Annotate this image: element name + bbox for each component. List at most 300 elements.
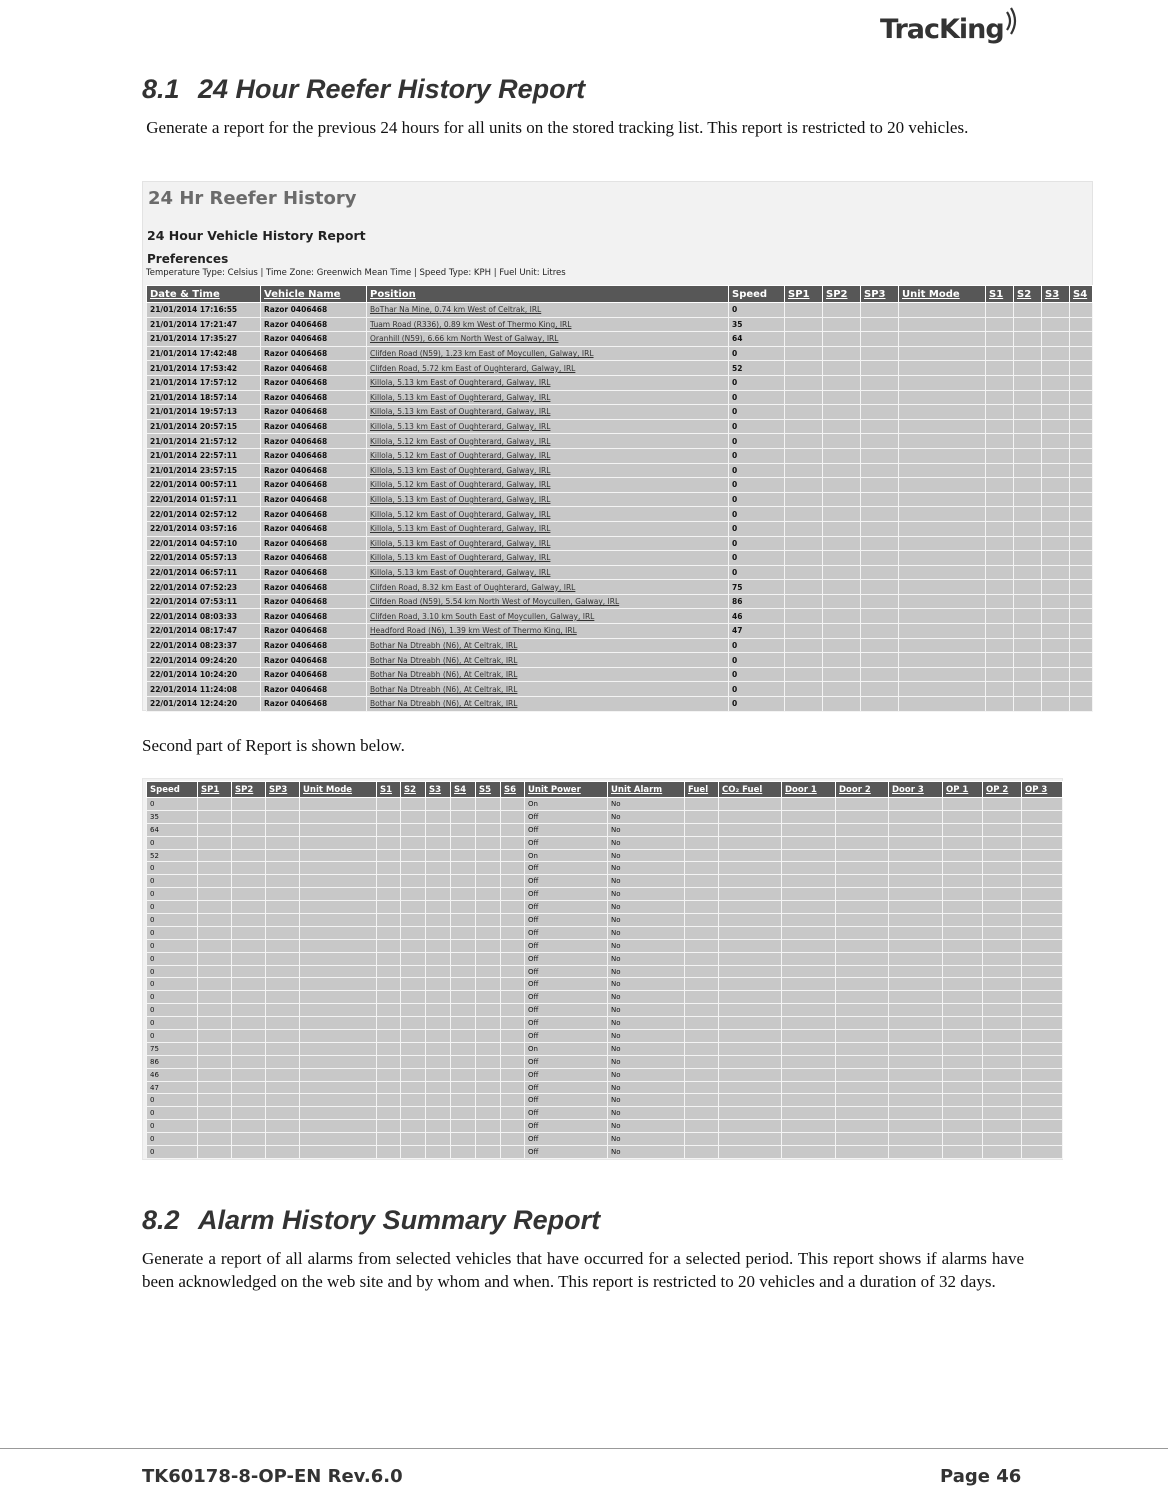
empty-cell [300,836,377,849]
empty-cell [451,1004,476,1017]
position-link[interactable]: Clifden Road, 3.10 km South East of Moycullen, Galway, IRL [367,609,729,624]
speed-cell: 0 [729,390,785,405]
section-intro: Generate a report for the previous 24 hours for all units on the stored tracking list. This report is restricted to 20 vehicles. [142,118,969,137]
empty-cell [426,914,451,927]
empty-cell [943,926,983,939]
empty-cell [451,1107,476,1120]
empty-cell [785,638,823,653]
vehicle-name-cell: Razor 0406468 [261,507,367,522]
empty-cell [889,978,943,991]
empty-cell [198,914,232,927]
empty-cell [889,810,943,823]
empty-cell [685,823,719,836]
position-link[interactable]: Clifden Road (N59), 5.54 km North West of Moycullen, Galway, IRL [367,594,729,609]
empty-cell [451,798,476,811]
empty-cell [889,1042,943,1055]
empty-cell [377,1017,401,1030]
empty-cell [823,565,861,580]
empty-cell [782,810,836,823]
empty-cell [983,1146,1022,1159]
empty-cell [501,1068,525,1081]
table-row [147,317,1093,332]
empty-cell [861,303,899,318]
empty-cell [983,952,1022,965]
unit-alarm-cell: No [608,1081,685,1094]
empty-cell [782,888,836,901]
empty-cell [1042,361,1070,376]
empty-cell [889,1081,943,1094]
empty-cell [377,939,401,952]
empty-cell [943,1081,983,1094]
empty-cell [889,1055,943,1068]
empty-cell [232,978,266,991]
position-link[interactable]: Killola, 5.13 km East of Oughterard, Galway, IRL [367,551,729,566]
empty-cell [899,638,986,653]
column-header-sp1[interactable]: SP1 [198,782,232,798]
column-header-op-3[interactable]: OP 3 [1022,782,1063,798]
empty-cell [198,939,232,952]
empty-cell [451,849,476,862]
empty-cell [232,1030,266,1043]
position-link[interactable]: BoThar Na Mine, 0.74 km West of Celtrak, IRL [367,303,729,318]
column-header-s1[interactable]: S1 [986,286,1014,303]
date-time-cell: 22/01/2014 05:57:13 [147,551,261,566]
empty-cell [232,875,266,888]
empty-cell [986,463,1014,478]
table-row [147,638,1093,653]
empty-cell [1014,536,1042,551]
empty-cell [232,1017,266,1030]
empty-cell [501,1017,525,1030]
column-header-s2[interactable]: S2 [401,782,426,798]
empty-cell [685,1107,719,1120]
empty-cell [476,888,501,901]
table-row [147,594,1093,609]
position-link[interactable]: Tuam Road (R336), 0.89 km West of Thermo King, IRL [367,317,729,332]
empty-cell [889,1146,943,1159]
position-link[interactable]: Killola, 5.13 km East of Oughterard, Galway, IRL [367,419,729,434]
position-link[interactable]: Oranhill (N59), 6.66 km North West of Galway, IRL [367,332,729,347]
table-row [147,1068,1063,1081]
empty-cell [1022,1094,1063,1107]
unit-power-cell: Off [525,1017,608,1030]
empty-cell [685,810,719,823]
empty-cell [943,849,983,862]
empty-cell [836,875,889,888]
section-body: Generate a report of all alarms from selected vehicles that have occurred for a selected period. This report shows if alarms have been acknowledged on the web site and by whom and when. This report is restricted to 20 vehicles and a duration of 32 days. [142,1249,1024,1291]
table-row [147,875,1063,888]
empty-cell [426,862,451,875]
speed-cell: 0 [729,375,785,390]
position-link[interactable]: Bothar Na Dtreabh (N6), At Celtrak, IRL [367,638,729,653]
empty-cell [836,1146,889,1159]
empty-cell [823,346,861,361]
column-header-sp3[interactable]: SP3 [266,782,300,798]
empty-cell [785,492,823,507]
column-header-position[interactable]: Position [367,286,729,303]
vehicle-name-cell: Razor 0406468 [261,419,367,434]
empty-cell [476,1081,501,1094]
empty-cell [899,565,986,580]
empty-cell [943,1055,983,1068]
empty-cell [377,1094,401,1107]
empty-cell [1014,594,1042,609]
empty-cell [823,507,861,522]
speed-cell: 35 [729,317,785,332]
empty-cell [1014,303,1042,318]
unit-alarm-cell: No [608,1004,685,1017]
speed-cell: 0 [147,1146,198,1159]
column-header-sp2[interactable]: SP2 [823,286,861,303]
empty-cell [476,1133,501,1146]
empty-cell [685,991,719,1004]
empty-cell [889,836,943,849]
empty-cell [861,551,899,566]
empty-cell [451,1068,476,1081]
empty-cell [232,798,266,811]
empty-cell [782,978,836,991]
empty-cell [401,1133,426,1146]
position-link[interactable]: Bothar Na Dtreabh (N6), At Celtrak, IRL [367,667,729,682]
empty-cell [836,1133,889,1146]
column-header-s5[interactable]: S5 [476,782,501,798]
column-header-s3[interactable]: S3 [426,782,451,798]
column-header-vehicle-name[interactable]: Vehicle Name [261,286,367,303]
empty-cell [943,1004,983,1017]
column-header-s6[interactable]: S6 [501,782,525,798]
vehicle-name-cell: Razor 0406468 [261,551,367,566]
speed-cell: 47 [147,1081,198,1094]
speed-cell: 0 [729,303,785,318]
empty-cell [685,798,719,811]
position-link[interactable]: Killola, 5.12 km East of Oughterard, Galway, IRL [367,434,729,449]
empty-cell [1042,463,1070,478]
empty-cell [983,991,1022,1004]
empty-cell [476,1107,501,1120]
empty-cell [986,317,1014,332]
column-header-sp3[interactable]: SP3 [861,286,899,303]
empty-cell [899,551,986,566]
column-header-door-2[interactable]: Door 2 [836,782,889,798]
empty-cell [1014,580,1042,595]
table-header-row [147,286,1093,303]
empty-cell [1022,914,1063,927]
empty-cell [986,580,1014,595]
empty-cell [986,624,1014,639]
empty-cell [232,1146,266,1159]
column-header-s3[interactable]: S3 [1042,286,1070,303]
position-link[interactable]: Killola, 5.13 km East of Oughterard, Galway, IRL [367,565,729,580]
position-link[interactable]: Clifden Road (N59), 1.23 km East of Moycullen, Galway, IRL [367,346,729,361]
speed-cell: 0 [729,565,785,580]
empty-cell [1022,823,1063,836]
empty-cell [401,875,426,888]
empty-cell [198,888,232,901]
speed-cell: 0 [147,978,198,991]
empty-cell [501,939,525,952]
reefer-history-table [146,285,1093,712]
table-row [147,862,1063,875]
empty-cell [685,965,719,978]
empty-cell [426,991,451,1004]
position-link[interactable]: Killola, 5.12 km East of Oughterard, Galway, IRL [367,478,729,493]
empty-cell [899,448,986,463]
empty-cell [685,901,719,914]
empty-cell [719,810,782,823]
position-link[interactable]: Killola, 5.13 km East of Oughterard, Galway, IRL [367,405,729,420]
empty-cell [300,1146,377,1159]
empty-cell [861,346,899,361]
empty-cell [451,1081,476,1094]
unit-alarm-cell: No [608,1094,685,1107]
unit-alarm-cell: No [608,849,685,862]
empty-cell [401,1146,426,1159]
column-header-unit-mode[interactable]: Unit Mode [300,782,377,798]
empty-cell [1014,390,1042,405]
empty-cell [266,1042,300,1055]
unit-power-cell: Off [525,1146,608,1159]
empty-cell [823,332,861,347]
date-time-cell: 22/01/2014 10:24:20 [147,667,261,682]
column-header-fuel[interactable]: Fuel [685,782,719,798]
table-row [147,682,1093,697]
unit-power-cell: Off [525,836,608,849]
empty-cell [889,965,943,978]
vehicle-name-cell: Razor 0406468 [261,361,367,376]
empty-cell [785,448,823,463]
date-time-cell: 22/01/2014 08:03:33 [147,609,261,624]
column-header-s4[interactable]: S4 [1070,286,1093,303]
speed-cell: 86 [147,1055,198,1068]
empty-cell [232,810,266,823]
position-link[interactable]: Bothar Na Dtreabh (N6), At Celtrak, IRL [367,697,729,712]
empty-cell [899,361,986,376]
empty-cell [782,952,836,965]
column-header-op-1[interactable]: OP 1 [943,782,983,798]
empty-cell [1070,565,1093,580]
empty-cell [1042,536,1070,551]
empty-cell [836,798,889,811]
empty-cell [836,991,889,1004]
empty-cell [889,914,943,927]
empty-cell [899,667,986,682]
empty-cell [983,875,1022,888]
empty-cell [719,1107,782,1120]
speed-cell: 52 [147,849,198,862]
empty-cell [719,1068,782,1081]
empty-cell [1042,405,1070,420]
empty-cell [377,798,401,811]
empty-cell [983,836,1022,849]
empty-cell [501,1030,525,1043]
empty-cell [426,1094,451,1107]
column-header-unit-alarm[interactable]: Unit Alarm [608,782,685,798]
speed-cell: 0 [147,1004,198,1017]
date-time-cell: 22/01/2014 08:23:37 [147,638,261,653]
empty-cell [719,1081,782,1094]
column-header-s2[interactable]: S2 [1014,286,1042,303]
section-number: 8.1 [142,74,180,104]
empty-cell [501,1133,525,1146]
position-link[interactable]: Clifden Road, 8.32 km East of Oughterard, Galway, IRL [367,580,729,595]
empty-cell [232,823,266,836]
position-link[interactable]: Clifden Road, 5.72 km East of Oughterard, Galway, IRL [367,361,729,376]
empty-cell [943,901,983,914]
empty-cell [377,901,401,914]
empty-cell [198,1004,232,1017]
empty-cell [300,862,377,875]
empty-cell [198,965,232,978]
empty-cell [266,991,300,1004]
position-link[interactable]: Killola, 5.13 km East of Oughterard, Galway, IRL [367,375,729,390]
empty-cell [943,888,983,901]
empty-cell [889,1133,943,1146]
empty-cell [685,939,719,952]
column-header-door-3[interactable]: Door 3 [889,782,943,798]
empty-cell [943,978,983,991]
empty-cell [401,978,426,991]
column-header-unit-mode[interactable]: Unit Mode [899,286,986,303]
table-row [147,492,1093,507]
empty-cell [426,1055,451,1068]
position-link[interactable]: Killola, 5.12 km East of Oughterard, Galway, IRL [367,448,729,463]
empty-cell [232,952,266,965]
position-link[interactable]: Killola, 5.12 km East of Oughterard, Galway, IRL [367,507,729,522]
empty-cell [861,580,899,595]
position-link[interactable]: Killola, 5.13 km East of Oughterard, Galway, IRL [367,390,729,405]
empty-cell [1070,317,1093,332]
empty-cell [823,303,861,318]
empty-cell [986,653,1014,668]
speed-cell: 0 [147,914,198,927]
speed-cell: 0 [147,888,198,901]
empty-cell [1042,667,1070,682]
empty-cell [1014,697,1042,712]
unit-alarm-cell: No [608,888,685,901]
column-header-sp1[interactable]: SP1 [785,286,823,303]
column-header-s1[interactable]: S1 [377,782,401,798]
column-header-co-fuel[interactable]: CO₂ Fuel [719,782,782,798]
empty-cell [501,952,525,965]
empty-cell [719,798,782,811]
date-time-cell: 21/01/2014 19:57:13 [147,405,261,420]
empty-cell [401,1107,426,1120]
empty-cell [861,405,899,420]
empty-cell [198,978,232,991]
vehicle-name-cell: Razor 0406468 [261,667,367,682]
column-header-s4[interactable]: S4 [451,782,476,798]
empty-cell [198,862,232,875]
section-number: 8.2 [142,1205,180,1235]
empty-cell [899,507,986,522]
empty-cell [899,434,986,449]
empty-cell [266,1146,300,1159]
empty-cell [782,823,836,836]
speed-cell: 0 [729,463,785,478]
vehicle-name-cell: Razor 0406468 [261,521,367,536]
position-link[interactable]: Bothar Na Dtreabh (N6), At Celtrak, IRL [367,682,729,697]
empty-cell [861,419,899,434]
empty-cell [266,901,300,914]
column-header-date-time[interactable]: Date & Time [147,286,261,303]
column-header-sp2[interactable]: SP2 [232,782,266,798]
empty-cell [1022,888,1063,901]
empty-cell [300,1081,377,1094]
empty-cell [983,1120,1022,1133]
empty-cell [198,823,232,836]
column-header-unit-power[interactable]: Unit Power [525,782,608,798]
empty-cell [983,1133,1022,1146]
position-link[interactable]: Headford Road (N6), 1.39 km West of Thermo King, IRL [367,624,729,639]
table-row [147,463,1093,478]
empty-cell [986,565,1014,580]
empty-cell [782,1133,836,1146]
empty-cell [899,492,986,507]
unit-alarm-cell: No [608,875,685,888]
empty-cell [501,991,525,1004]
position-link[interactable]: Killola, 5.13 km East of Oughterard, Galway, IRL [367,492,729,507]
empty-cell [1042,594,1070,609]
empty-cell [266,1120,300,1133]
empty-cell [823,463,861,478]
date-time-cell: 21/01/2014 23:57:15 [147,463,261,478]
empty-cell [401,1042,426,1055]
vehicle-name-cell: Razor 0406468 [261,492,367,507]
empty-cell [1070,463,1093,478]
table-row [147,434,1093,449]
empty-cell [501,888,525,901]
empty-cell [198,1055,232,1068]
position-link[interactable]: Killola, 5.13 km East of Oughterard, Galway, IRL [367,463,729,478]
second-part-caption: Second part of Report is shown below. [142,736,405,755]
empty-cell [501,1094,525,1107]
table-row [147,609,1093,624]
column-header-door-1[interactable]: Door 1 [782,782,836,798]
empty-cell [889,875,943,888]
empty-cell [198,875,232,888]
empty-cell [1014,551,1042,566]
empty-cell [986,551,1014,566]
empty-cell [889,849,943,862]
empty-cell [861,667,899,682]
empty-cell [719,836,782,849]
position-link[interactable]: Killola, 5.13 km East of Oughterard, Galway, IRL [367,536,729,551]
empty-cell [861,492,899,507]
empty-cell [476,926,501,939]
unit-alarm-cell: No [608,939,685,952]
vehicle-name-cell: Razor 0406468 [261,405,367,420]
empty-cell [401,952,426,965]
empty-cell [300,1055,377,1068]
empty-cell [300,888,377,901]
empty-cell [836,926,889,939]
empty-cell [1014,346,1042,361]
empty-cell [451,991,476,1004]
empty-cell [899,609,986,624]
empty-cell [823,609,861,624]
column-header-op-2[interactable]: OP 2 [983,782,1022,798]
empty-cell [719,991,782,1004]
empty-cell [719,888,782,901]
empty-cell [401,991,426,1004]
empty-cell [501,926,525,939]
empty-cell [1042,653,1070,668]
empty-cell [823,594,861,609]
position-link[interactable]: Killola, 5.13 km East of Oughterard, Galway, IRL [367,521,729,536]
empty-cell [451,1146,476,1159]
empty-cell [426,823,451,836]
position-link[interactable]: Bothar Na Dtreabh (N6), At Celtrak, IRL [367,653,729,668]
